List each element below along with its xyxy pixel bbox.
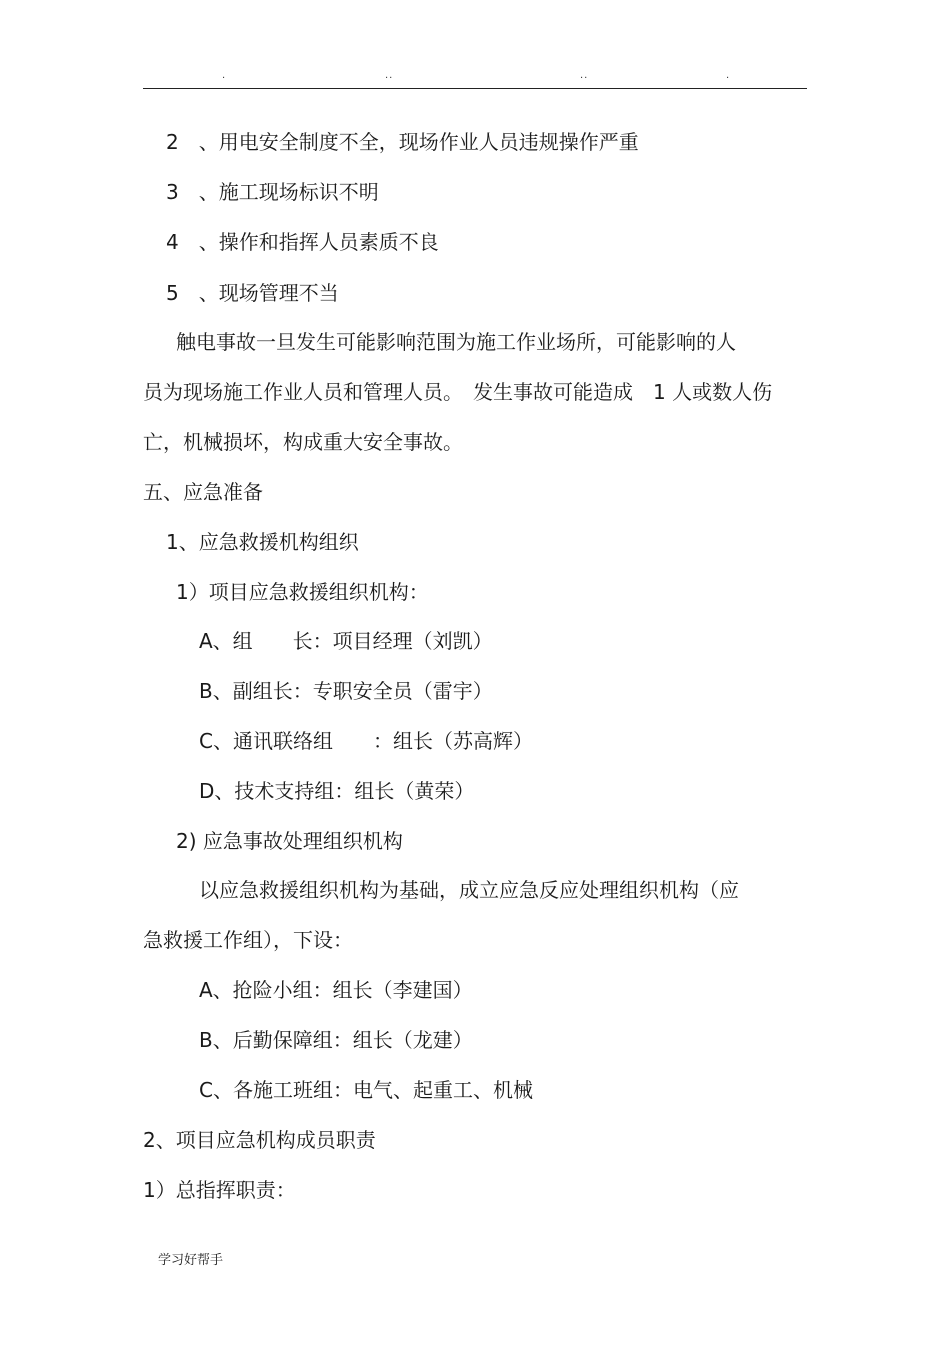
paragraph-line: 触电事故一旦发生可能影响范围为施工作业场所，可能影响的人 bbox=[176, 330, 736, 354]
subsection-heading: 1）总指挥职责： bbox=[143, 1178, 296, 1202]
list-item: A、组 长：项目经理（刘凯） bbox=[199, 629, 493, 653]
paragraph-line: 员为现场施工作业人员和管理人员。 发生事故可能造成 1 人或数人伤 bbox=[143, 380, 773, 404]
subsection-heading: 2) 应急事故处理组织机构 bbox=[176, 829, 403, 853]
list-item: 2 、用电安全制度不全，现场作业人员违规操作严重 bbox=[166, 130, 639, 154]
paragraph-line: 以应急救援组织机构为基础，成立应急反应处理组织机构（应 bbox=[199, 878, 739, 902]
paragraph-line: 急救援工作组），下设： bbox=[143, 928, 353, 952]
subsection-heading: 2、项目应急机构成员职责 bbox=[143, 1128, 376, 1152]
header-mark: .. bbox=[385, 70, 394, 81]
header-mark: . bbox=[222, 70, 227, 81]
list-item: D、技术支持组：组长（黄荣） bbox=[199, 779, 475, 803]
header-rule bbox=[143, 88, 807, 89]
list-item: A、抢险小组：组长（李建国） bbox=[199, 978, 473, 1002]
page-header-marks bbox=[0, 70, 950, 84]
subsection-heading: 1）项目应急救援组织机构： bbox=[176, 580, 429, 604]
section-heading: 五、应急准备 bbox=[143, 480, 263, 504]
paragraph-line: 亡，机械损坏，构成重大安全事故。 bbox=[143, 430, 463, 454]
list-item: C、通讯联络组 ：组长（苏高辉） bbox=[199, 729, 533, 753]
page-footer: 学习好帮手 bbox=[158, 1253, 224, 1268]
header-mark: .. bbox=[580, 70, 589, 81]
list-item: 4 、操作和指挥人员素质不良 bbox=[166, 230, 439, 254]
list-item: B、副组长：专职安全员（雷宇） bbox=[199, 679, 493, 703]
list-item: 3 、施工现场标识不明 bbox=[166, 180, 379, 204]
list-item: B、后勤保障组：组长（龙建） bbox=[199, 1028, 473, 1052]
list-item: C、各施工班组：电气、起重工、机械 bbox=[199, 1078, 533, 1102]
list-item: 5 、现场管理不当 bbox=[166, 281, 339, 305]
subsection-heading: 1、应急救援机构组织 bbox=[166, 530, 359, 554]
header-mark: . bbox=[726, 70, 731, 81]
